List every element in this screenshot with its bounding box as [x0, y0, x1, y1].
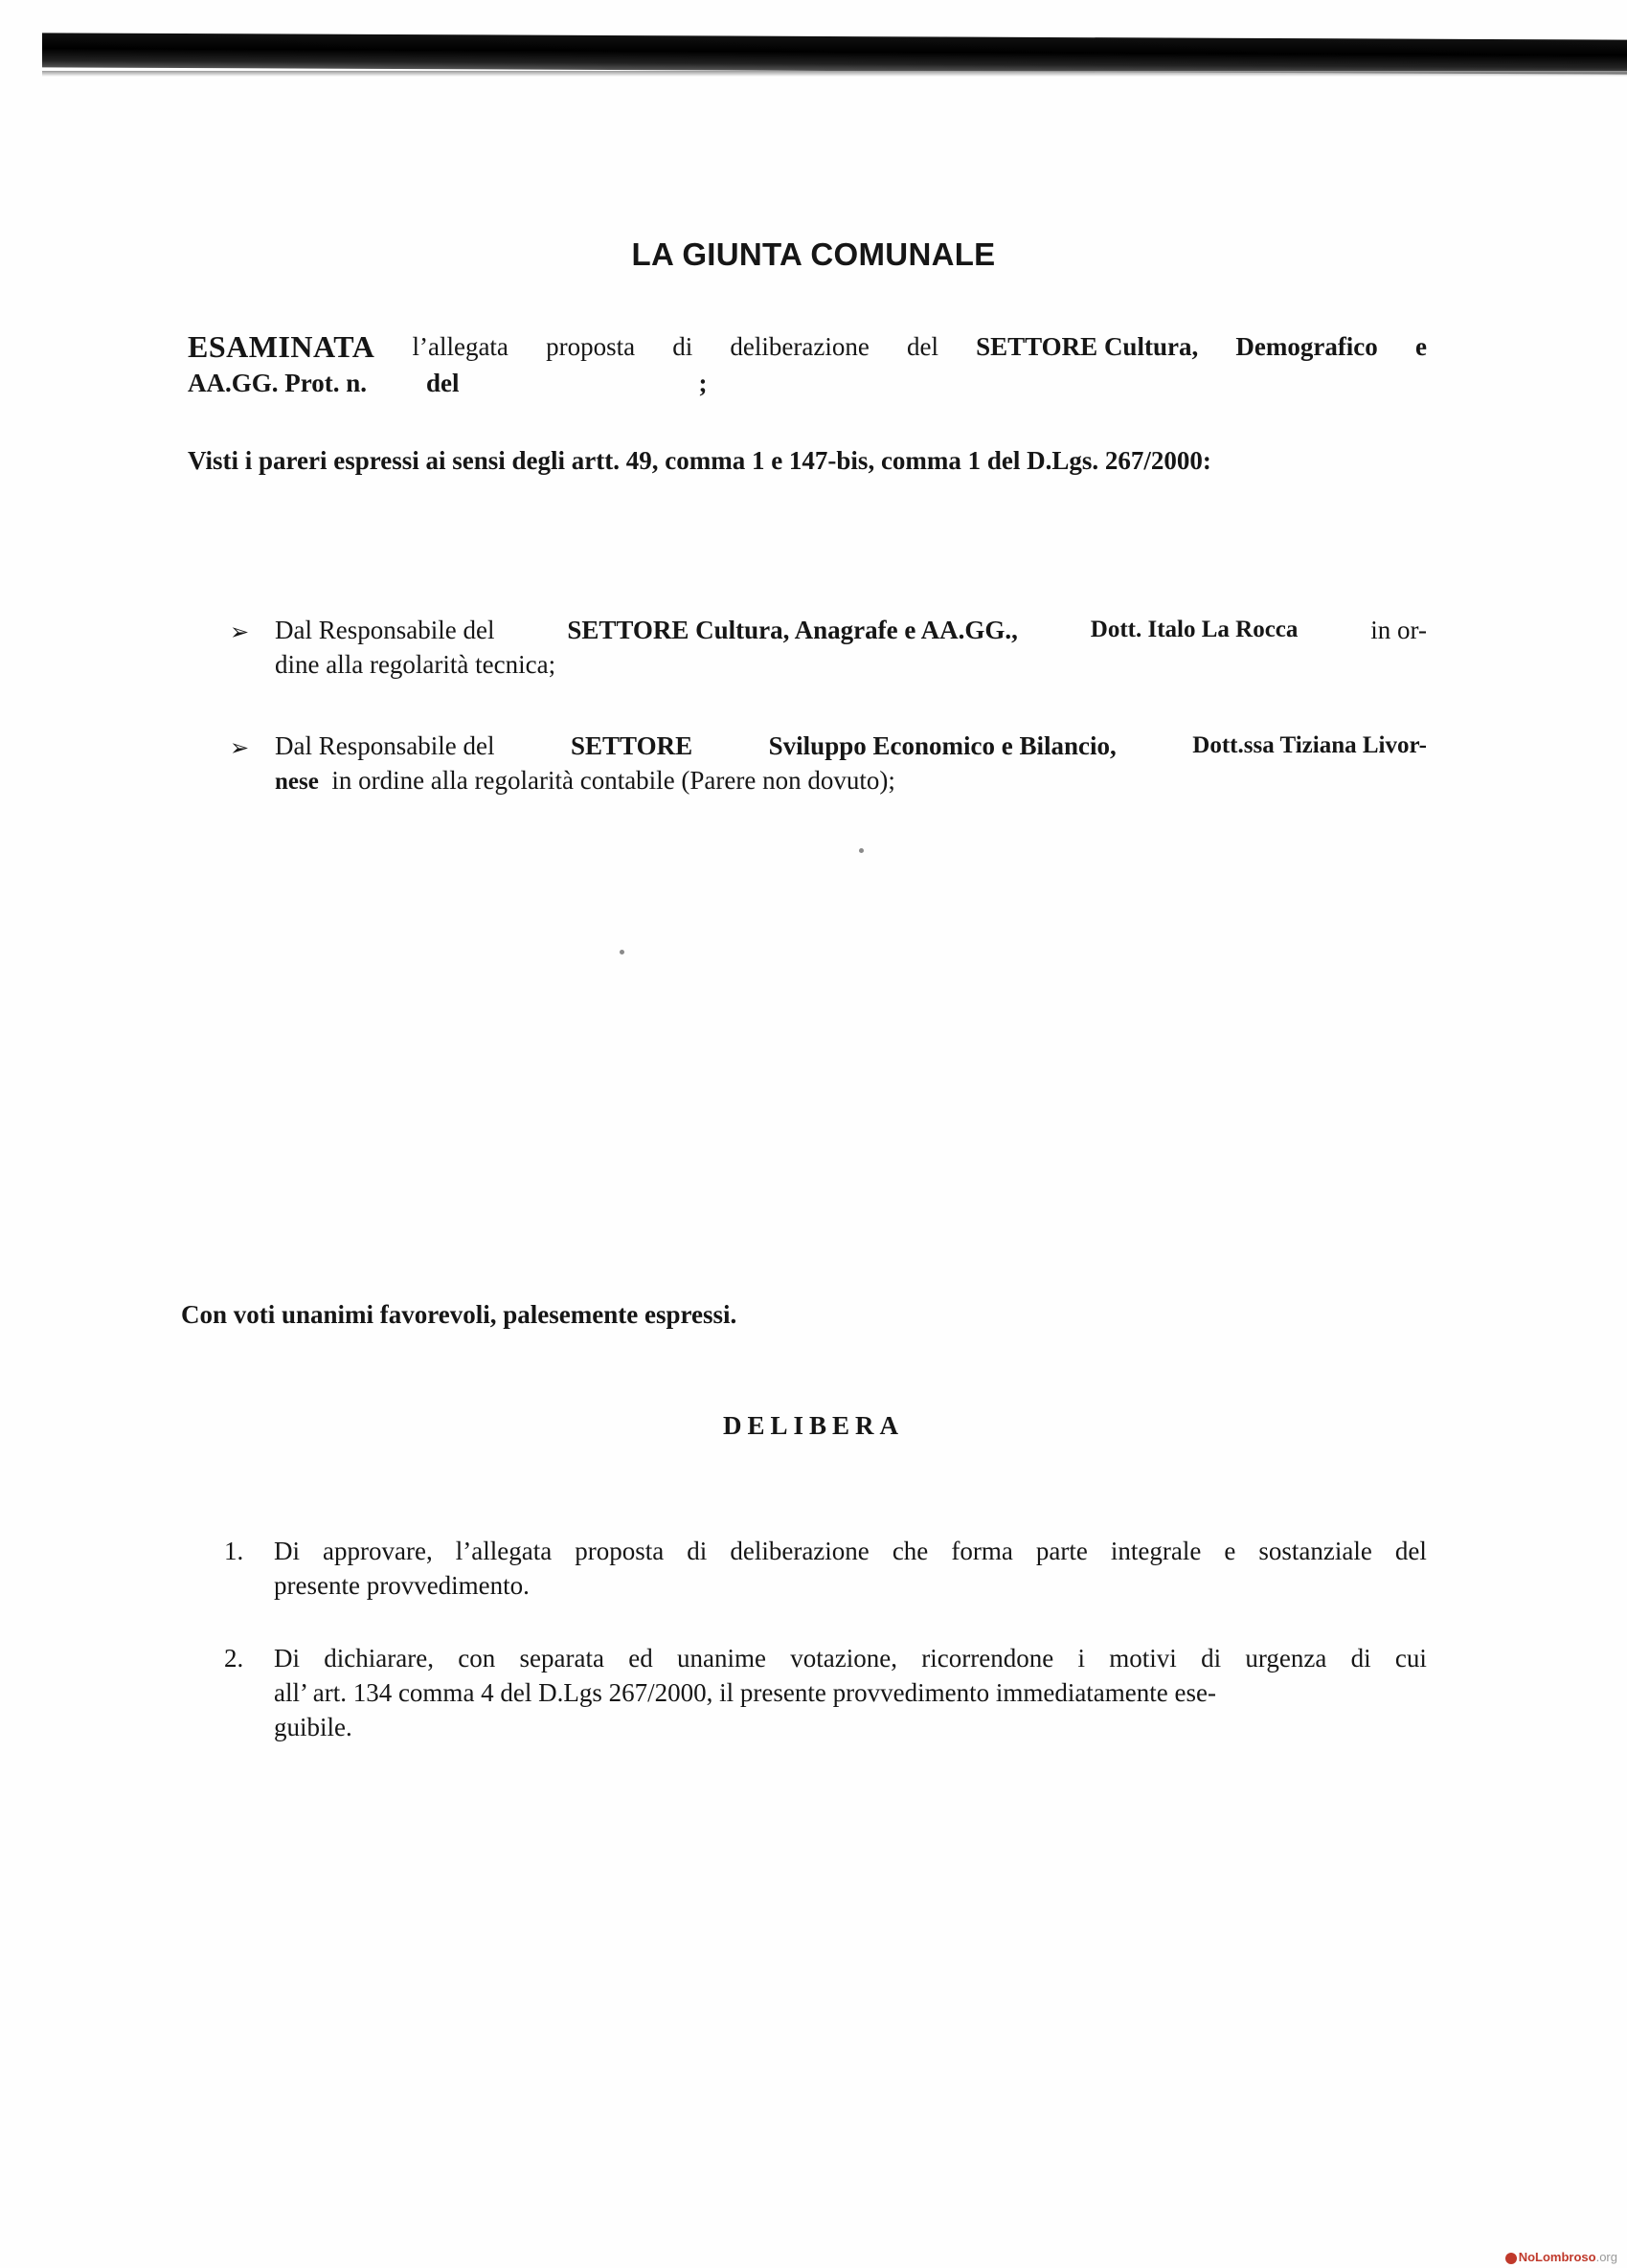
word: forma	[951, 1537, 1013, 1565]
word: di	[672, 332, 693, 361]
item-line-2: presente provvedimento.	[274, 1571, 530, 1600]
list-item	[230, 613, 1427, 682]
word: di	[1201, 1644, 1222, 1673]
semicolon: ;	[698, 369, 708, 397]
word: dichiarare,	[324, 1644, 434, 1673]
responsabile-name: nese	[275, 769, 319, 795]
word: l’allegata	[455, 1537, 553, 1565]
word: i	[1077, 1644, 1085, 1673]
bullet-text: Dal Responsabile del	[275, 616, 495, 644]
word: l’allegata	[412, 332, 508, 361]
bullet-text: Dal Responsabile del	[275, 731, 495, 760]
delibera-heading: DELIBERA	[722, 1411, 905, 1440]
item-line-1	[274, 1641, 1427, 1675]
settore-label: SETTORE	[571, 731, 693, 760]
del-label: del	[426, 369, 460, 397]
word: di	[687, 1537, 708, 1565]
word: proposta	[546, 332, 636, 361]
word: del	[1394, 1537, 1427, 1565]
word: Di	[274, 1537, 300, 1565]
settore-name: Sviluppo Economico e Bilancio,	[768, 731, 1117, 760]
word: ed	[628, 1644, 653, 1673]
item-line-1	[274, 1534, 1427, 1568]
visti-paragraph: Visti i pareri espressi ai sensi degli artt. 49, comma 1 e 147-bis, comma 1 del D.Lgs. 267/2000:	[188, 446, 1211, 475]
arrow-bullet-icon: ➢	[230, 734, 250, 761]
word: Demografico	[1235, 332, 1378, 361]
esaminata-line-2	[188, 365, 1427, 401]
esaminata-word: ESAMINATA	[188, 329, 375, 364]
bullet-text: in ordine alla regolarità contabile (Parere non dovuto);	[331, 766, 895, 795]
responsabile-name: Dott.ssa Tiziana Livor-	[1192, 732, 1427, 758]
arrow-bullet-icon: ➢	[230, 618, 250, 645]
list-item	[224, 1641, 1427, 1744]
settore-name: SETTORE Cultura, Anagrafe e AA.GG.,	[567, 616, 1018, 644]
word: ricorrendone	[921, 1644, 1054, 1673]
voti-paragraph: Con voti unanimi favorevoli, palesemente espressi.	[181, 1300, 737, 1329]
word: votazione,	[790, 1644, 897, 1673]
logo-icon	[1505, 2253, 1517, 2264]
word: di	[1350, 1644, 1371, 1673]
prot-label: AA.GG. Prot. n.	[188, 369, 367, 397]
item-number: 1.	[224, 1537, 244, 1565]
esaminata-line-1	[188, 328, 1427, 365]
logo-text: NoLombroso	[1518, 2250, 1596, 2264]
esaminata-paragraph	[188, 328, 1427, 401]
footer-logo	[1505, 2250, 1617, 2264]
word: e	[1224, 1537, 1236, 1565]
word: parte	[1035, 1537, 1088, 1565]
word: del	[906, 332, 938, 361]
word: e	[1414, 332, 1427, 361]
scan-border-fade	[42, 71, 1627, 77]
word: Di	[274, 1644, 300, 1673]
word: deliberazione	[730, 1537, 870, 1565]
logo-domain: .org	[1595, 2250, 1617, 2264]
settore-name: SETTORE Cultura,	[976, 332, 1199, 361]
bullet-text: dine alla regolarità tecnica;	[275, 650, 556, 679]
item-number: 2.	[224, 1644, 244, 1673]
word: motivi	[1109, 1644, 1177, 1673]
page-title: LA GIUNTA COMUNALE	[631, 236, 996, 272]
scan-speck	[620, 950, 624, 954]
scan-border-shadow	[42, 33, 1627, 74]
word: che	[892, 1537, 929, 1565]
word: urgenza	[1245, 1644, 1327, 1673]
word: separata	[519, 1644, 604, 1673]
scan-speck	[859, 848, 864, 853]
word: approvare,	[323, 1537, 433, 1565]
item-line-2: all’ art. 134 comma 4 del D.Lgs 267/2000, il presente provvedimento immediatamente ese-	[274, 1678, 1216, 1707]
responsabile-name: Dott. Italo La Rocca	[1090, 617, 1299, 642]
word: cui	[1394, 1644, 1427, 1673]
word: unanime	[676, 1644, 766, 1673]
bullet-text: in or-	[1370, 616, 1427, 644]
word: deliberazione	[730, 332, 870, 361]
word: con	[458, 1644, 496, 1673]
word: sostanziale	[1258, 1537, 1372, 1565]
word: integrale	[1110, 1537, 1202, 1565]
word: proposta	[575, 1537, 665, 1565]
list-item	[224, 1534, 1427, 1603]
list-item	[230, 729, 1427, 799]
item-line-3: guibile.	[274, 1713, 352, 1741]
